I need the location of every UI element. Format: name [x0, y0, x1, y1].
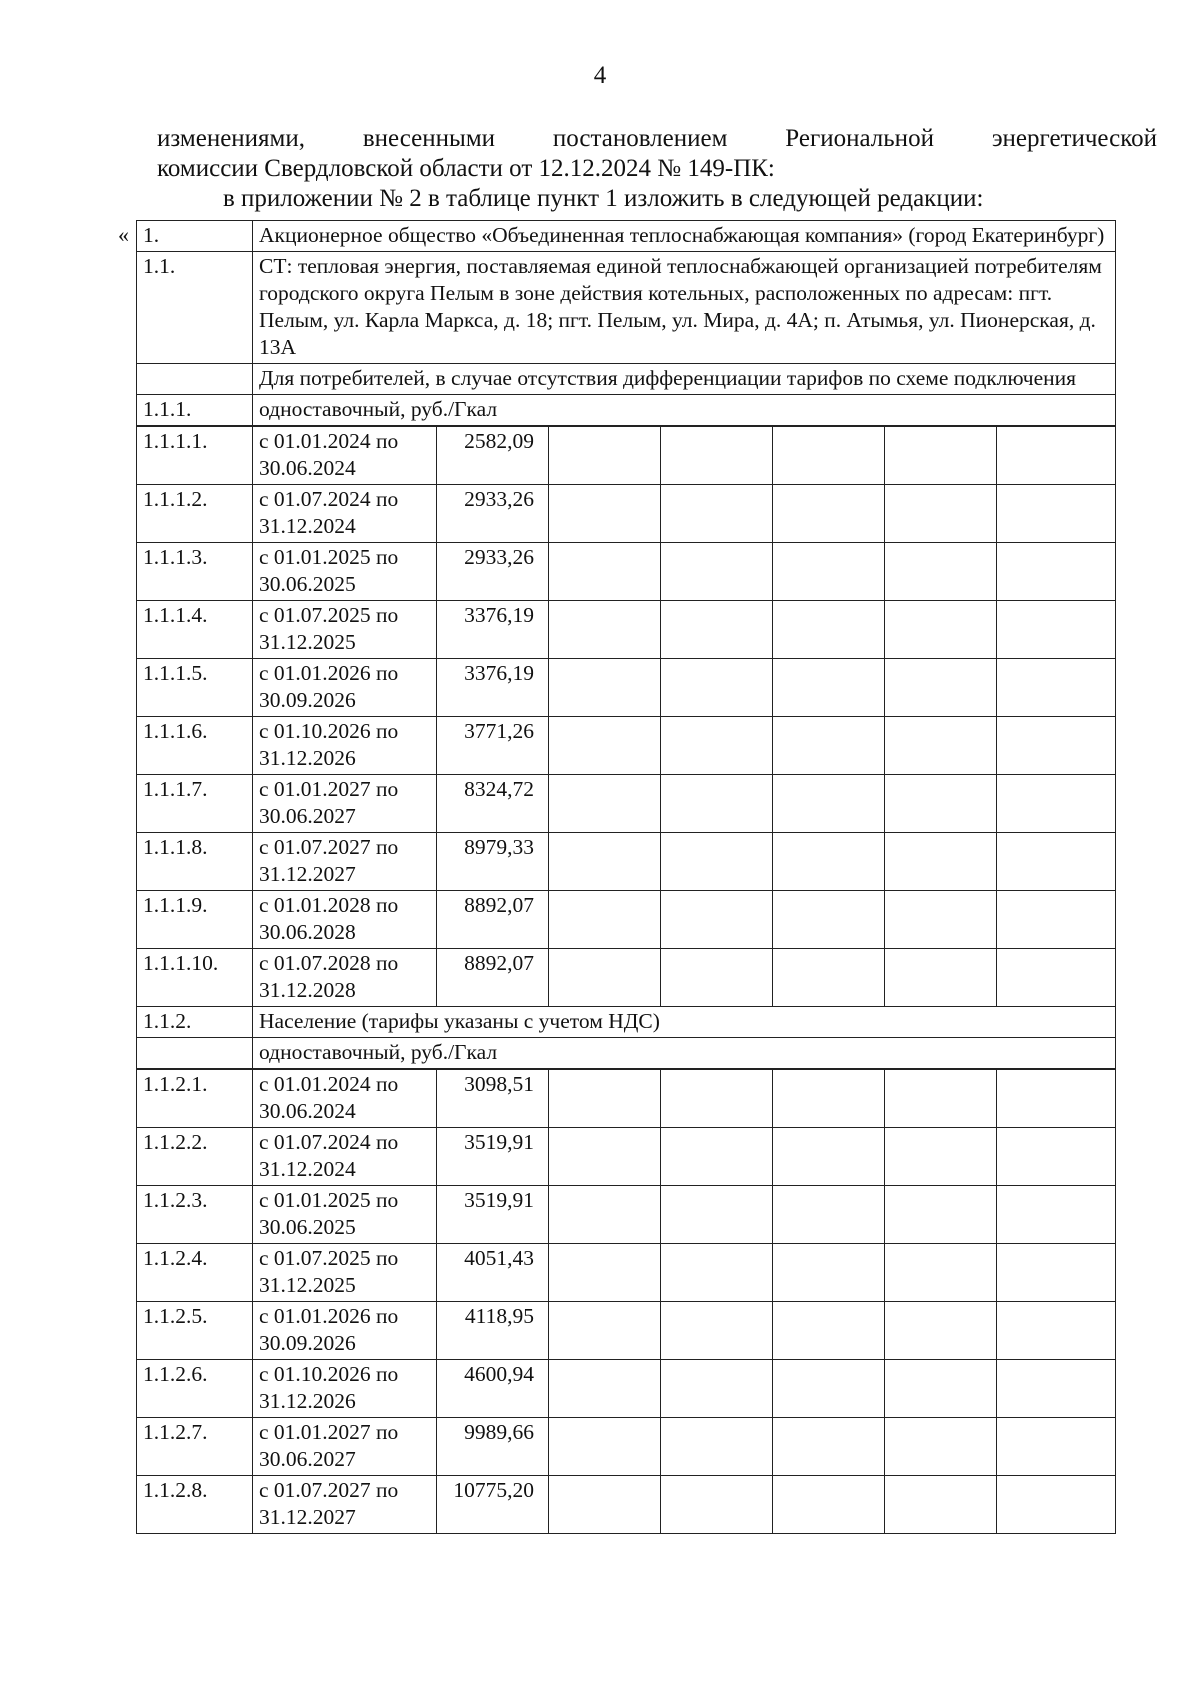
- empty-cell: [772, 1070, 884, 1127]
- empty-cell: [772, 485, 884, 542]
- empty-cell: [884, 949, 996, 1006]
- empty-cell: [772, 1244, 884, 1301]
- empty-cell: [884, 1244, 996, 1301]
- empty-cell: [884, 427, 996, 484]
- empty-cell: [548, 1302, 660, 1359]
- empty-cell: [548, 775, 660, 832]
- empty-cell: [772, 1360, 884, 1417]
- empty-cell: [884, 1186, 996, 1243]
- empty-cell: [772, 1476, 884, 1533]
- empty-cell: [660, 485, 772, 542]
- empty-cell: [772, 717, 884, 774]
- row-number: 1.1.1.4.: [136, 601, 252, 658]
- empty-cell: [996, 1070, 1116, 1127]
- tariff-value: 4118,95: [436, 1302, 548, 1359]
- table-row: [136, 395, 1116, 426]
- row-number: 1.1.1.10.: [136, 949, 252, 1006]
- row-number: [136, 364, 252, 394]
- period-cell: с 01.07.2027 по 31.12.2027: [252, 1476, 436, 1533]
- empty-cell: [660, 775, 772, 832]
- row-number: 1.1.1.8.: [136, 833, 252, 890]
- empty-cell: [660, 1070, 772, 1127]
- table-row: [136, 601, 1116, 659]
- table-row: [136, 485, 1116, 543]
- period-cell: с 01.01.2025 по 30.06.2025: [252, 543, 436, 600]
- row-text: Для потребителей, в случае отсутствия дифференциации тарифов по схеме подключения: [252, 364, 1116, 394]
- table-row: [136, 1007, 1116, 1038]
- table-row: [136, 949, 1116, 1007]
- empty-cell: [772, 833, 884, 890]
- empty-cell: [884, 1128, 996, 1185]
- period-cell: с 01.07.2028 по 31.12.2028: [252, 949, 436, 1006]
- tariff-table: [136, 220, 1116, 1534]
- tariff-value: 10775,20: [436, 1476, 548, 1533]
- table-row: [136, 775, 1116, 833]
- row-number: 1.1.2.6.: [136, 1360, 252, 1417]
- table-row: [136, 364, 1116, 395]
- empty-cell: [996, 1244, 1116, 1301]
- empty-cell: [996, 659, 1116, 716]
- period-cell: с 01.07.2025 по 31.12.2025: [252, 1244, 436, 1301]
- empty-cell: [772, 659, 884, 716]
- tariff-value: 3519,91: [436, 1128, 548, 1185]
- empty-cell: [660, 601, 772, 658]
- period-cell: с 01.01.2027 по 30.06.2027: [252, 1418, 436, 1475]
- empty-cell: [996, 601, 1116, 658]
- period-cell: с 01.01.2026 по 30.09.2026: [252, 1302, 436, 1359]
- tariff-value: 8892,07: [436, 949, 548, 1006]
- empty-cell: [884, 1476, 996, 1533]
- empty-cell: [996, 833, 1116, 890]
- empty-cell: [660, 1476, 772, 1533]
- empty-cell: [996, 543, 1116, 600]
- empty-cell: [548, 1070, 660, 1127]
- empty-cell: [996, 1128, 1116, 1185]
- empty-cell: [772, 891, 884, 948]
- period-cell: с 01.10.2026 по 31.12.2026: [252, 717, 436, 774]
- row-text: СТ: тепловая энергия, поставляемая единой теплоснабжающей организацией потребителям городского округа Пелым в зоне действия котельных, расположенных по адресам: пгт. Пелым, ул. Карла Маркса, д. 18; пгт. Пелым, ул. Мира, д. 4А; п. Атымья, ул. Пионерская, д. 13А: [252, 252, 1116, 363]
- empty-cell: [996, 1186, 1116, 1243]
- empty-cell: [884, 1418, 996, 1475]
- empty-cell: [548, 427, 660, 484]
- empty-cell: [548, 1418, 660, 1475]
- row-number: 1.1.2.8.: [136, 1476, 252, 1533]
- tariff-value: 4600,94: [436, 1360, 548, 1417]
- empty-cell: [996, 949, 1116, 1006]
- tariff-value: 3519,91: [436, 1186, 548, 1243]
- row-number: 1.1.1.7.: [136, 775, 252, 832]
- empty-cell: [660, 1244, 772, 1301]
- row-number: 1.1.2.7.: [136, 1418, 252, 1475]
- empty-cell: [548, 891, 660, 948]
- empty-cell: [996, 775, 1116, 832]
- empty-cell: [996, 1476, 1116, 1533]
- row-text: Акционерное общество «Объединенная теплоснабжающая компания» (город Екатеринбург): [252, 221, 1116, 251]
- table-row: [136, 1302, 1116, 1360]
- intro-line-2: комиссии Свердловской области от 12.12.2024 № 149-ПК:: [157, 155, 775, 182]
- table-row: [136, 1128, 1116, 1186]
- tariff-value: 3376,19: [436, 601, 548, 658]
- row-number: 1.1.1.1.: [136, 427, 252, 484]
- empty-cell: [660, 717, 772, 774]
- table-row: [136, 426, 1116, 485]
- empty-cell: [548, 601, 660, 658]
- empty-cell: [660, 1418, 772, 1475]
- tariff-value: 3098,51: [436, 1070, 548, 1127]
- table-row: [136, 1069, 1116, 1128]
- empty-cell: [884, 1302, 996, 1359]
- empty-cell: [660, 1128, 772, 1185]
- row-number: 1.1.2.1.: [136, 1070, 252, 1127]
- tariff-value: 8892,07: [436, 891, 548, 948]
- tariff-group-2: [136, 1069, 1116, 1534]
- empty-cell: [884, 1360, 996, 1417]
- row-number: 1.1.2.2.: [136, 1128, 252, 1185]
- table-row: [136, 1038, 1116, 1069]
- empty-cell: [660, 1302, 772, 1359]
- row-number: 1.1.1.: [136, 395, 252, 425]
- empty-cell: [660, 427, 772, 484]
- empty-cell: [548, 833, 660, 890]
- empty-cell: [772, 427, 884, 484]
- empty-cell: [996, 891, 1116, 948]
- row-number: 1.1.1.3.: [136, 543, 252, 600]
- empty-cell: [660, 659, 772, 716]
- row-number: 1.1.2.3.: [136, 1186, 252, 1243]
- period-cell: с 01.01.2026 по 30.09.2026: [252, 659, 436, 716]
- empty-cell: [548, 949, 660, 1006]
- empty-cell: [884, 543, 996, 600]
- empty-cell: [772, 601, 884, 658]
- empty-cell: [996, 1302, 1116, 1359]
- row-number: 1.1.2.4.: [136, 1244, 252, 1301]
- table-row: [136, 891, 1116, 949]
- empty-cell: [548, 1186, 660, 1243]
- empty-cell: [884, 485, 996, 542]
- tariff-value: 3771,26: [436, 717, 548, 774]
- row-number: 1.1.1.2.: [136, 485, 252, 542]
- table-row: [136, 1476, 1116, 1534]
- period-cell: с 01.01.2024 по 30.06.2024: [252, 427, 436, 484]
- tariff-value: 2582,09: [436, 427, 548, 484]
- tariff-value: 3376,19: [436, 659, 548, 716]
- intro-paragraph: [157, 124, 1157, 214]
- period-cell: с 01.01.2025 по 30.06.2025: [252, 1186, 436, 1243]
- row-number: 1.: [136, 221, 252, 251]
- period-cell: с 01.07.2025 по 31.12.2025: [252, 601, 436, 658]
- empty-cell: [660, 1360, 772, 1417]
- empty-cell: [772, 1302, 884, 1359]
- row-number: 1.1.2.5.: [136, 1302, 252, 1359]
- row-number: 1.1.: [136, 252, 252, 363]
- period-cell: с 01.07.2024 по 31.12.2024: [252, 485, 436, 542]
- empty-cell: [660, 949, 772, 1006]
- empty-cell: [548, 717, 660, 774]
- tariff-value: 2933,26: [436, 543, 548, 600]
- empty-cell: [772, 1186, 884, 1243]
- empty-cell: [660, 833, 772, 890]
- table-row: [136, 1186, 1116, 1244]
- period-cell: с 01.10.2026 по 31.12.2026: [252, 1360, 436, 1417]
- empty-cell: [884, 1070, 996, 1127]
- empty-cell: [772, 775, 884, 832]
- row-text: одноставочный, руб./Гкал: [252, 1038, 1116, 1068]
- table-row: [136, 717, 1116, 775]
- empty-cell: [884, 601, 996, 658]
- row-number: 1.1.1.6.: [136, 717, 252, 774]
- empty-cell: [996, 485, 1116, 542]
- table-row: [136, 252, 1116, 364]
- opening-quote: «: [118, 222, 129, 247]
- row-number: 1.1.1.5.: [136, 659, 252, 716]
- period-cell: с 01.01.2027 по 30.06.2027: [252, 775, 436, 832]
- empty-cell: [996, 427, 1116, 484]
- empty-cell: [884, 717, 996, 774]
- row-text: Население (тарифы указаны с учетом НДС): [252, 1007, 1116, 1037]
- empty-cell: [772, 949, 884, 1006]
- empty-cell: [548, 1128, 660, 1185]
- intro-line-1: изменениями, внесенными постановлением Региональной энергетической: [157, 125, 1157, 152]
- empty-cell: [772, 1128, 884, 1185]
- tariff-value: 8979,33: [436, 833, 548, 890]
- row-number: [136, 1038, 252, 1068]
- empty-cell: [884, 833, 996, 890]
- page-number: 4: [593, 62, 607, 89]
- empty-cell: [548, 1360, 660, 1417]
- empty-cell: [548, 1244, 660, 1301]
- table-row: [136, 1418, 1116, 1476]
- period-cell: с 01.07.2024 по 31.12.2024: [252, 1128, 436, 1185]
- empty-cell: [548, 485, 660, 542]
- empty-cell: [772, 1418, 884, 1475]
- tariff-value: 2933,26: [436, 485, 548, 542]
- empty-cell: [884, 659, 996, 716]
- tariff-group-1: [136, 426, 1116, 1007]
- empty-cell: [996, 1360, 1116, 1417]
- empty-cell: [660, 543, 772, 600]
- row-text: одноставочный, руб./Гкал: [252, 395, 1116, 425]
- empty-cell: [996, 1418, 1116, 1475]
- tariff-value: 8324,72: [436, 775, 548, 832]
- empty-cell: [996, 717, 1116, 774]
- period-cell: с 01.01.2028 по 30.06.2028: [252, 891, 436, 948]
- row-number: 1.1.2.: [136, 1007, 252, 1037]
- table-row: [136, 220, 1116, 252]
- empty-cell: [660, 891, 772, 948]
- empty-cell: [548, 659, 660, 716]
- table-row: [136, 833, 1116, 891]
- tariff-value: 4051,43: [436, 1244, 548, 1301]
- row-number: 1.1.1.9.: [136, 891, 252, 948]
- empty-cell: [884, 891, 996, 948]
- empty-cell: [548, 543, 660, 600]
- tariff-value: 9989,66: [436, 1418, 548, 1475]
- table-row: [136, 543, 1116, 601]
- empty-cell: [772, 543, 884, 600]
- table-row: [136, 659, 1116, 717]
- table-row: [136, 1244, 1116, 1302]
- period-cell: с 01.07.2027 по 31.12.2027: [252, 833, 436, 890]
- period-cell: с 01.01.2024 по 30.06.2024: [252, 1070, 436, 1127]
- empty-cell: [548, 1476, 660, 1533]
- empty-cell: [660, 1186, 772, 1243]
- empty-cell: [884, 775, 996, 832]
- table-row: [136, 1360, 1116, 1418]
- intro-line-3: в приложении № 2 в таблице пункт 1 изложить в следующей редакции:: [223, 185, 984, 212]
